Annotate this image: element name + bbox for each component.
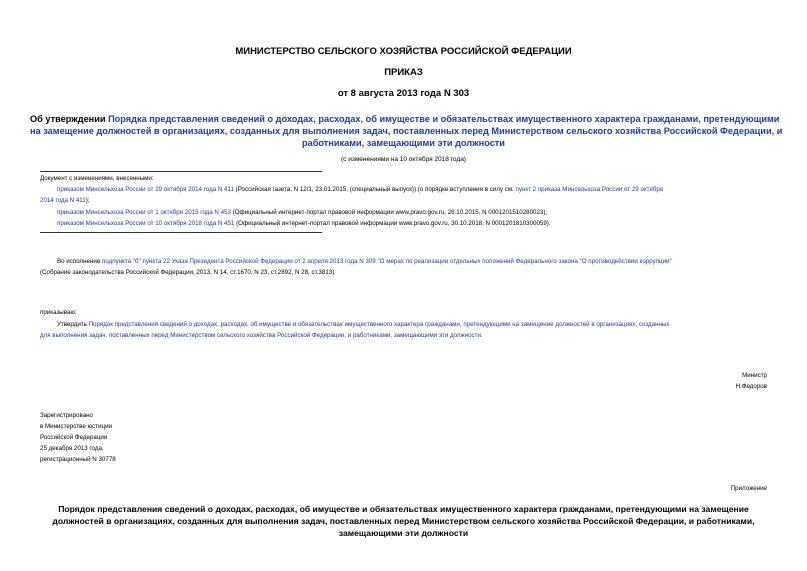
- order-paragraph-cont: [40, 330, 483, 341]
- registration-block: Зарегистрировано в Министерстве юстиции Российской Федерации 25 декабря 2013 года, регистрационный N 30778: [40, 412, 116, 463]
- divider-bottom: [40, 232, 322, 233]
- change-link-1[interactable]: приказом Минсельхоза России от 29 октября 2014 года N 411: [57, 186, 234, 193]
- appendix-title: Порядок представления сведений о доходах, расходах, об имуществе и обязательствах имущественного характера гражданами, претендующими на замещение должностей в организациях, созданных для выполнения задач, поставленных перед Министерством сельского хозяйства Российской Федерации, и работниками, замещающими эти должности: [52, 504, 755, 538]
- change-item-3: приказом Минсельхоза России от 10 октября 2018 года N 451 (Официальный интернет-портал правовой информации www.pravo.gov.ru, 30.10.2018, N 0001201810300059).: [57, 220, 551, 227]
- order-paragraph: Утвердить Порядок представления сведений о доходах, расходах, об имуществе и обязательствах имущественного характера гражданами, претендующими на замещение должностей в организациях, созданных: [57, 321, 670, 328]
- edition-note: (с изменениями на 10 октября 2018 года): [341, 156, 466, 163]
- appendix-label: Приложение: [730, 485, 767, 492]
- order-link-cont[interactable]: для выполнения задач, поставленных перед Министерством сельского хозяйства Российской Федерации, и работниками, замещающими эти должности.: [40, 332, 483, 339]
- title-link-line2[interactable]: на замещение должностей в организациях, созданных для выполнения задач, поставленных перед Министерством сельского хозяйства Российской Федерации, и: [30, 126, 783, 136]
- document-date: от 8 августа 2013 года N 303: [337, 88, 470, 99]
- title-link-line3[interactable]: работниками, замещающими эти должности: [302, 138, 505, 148]
- order-link[interactable]: Порядок представления сведений о доходах, расходах, об имуществе и обязательствах имущественного характера гражданами, претендующими на замещение должностей в организациях, созданных: [88, 321, 670, 328]
- change-link-3[interactable]: приказом Минсельхоза России от 10 октября 2018 года N 451: [57, 220, 235, 227]
- document-type: ПРИКАЗ: [384, 67, 423, 78]
- signature-name: Н.Федоров: [735, 383, 767, 390]
- change-item-1-cont: 2014 года N 411);: [40, 197, 90, 204]
- basis-paragraph: Во исполнение подпункта "б" пункта 22 Указа Президента Российской Федерации от 2 апреля 2013 года N 309 "О мерах по реализации отдельных положений Федерального закона "О противодействии коррупции": [57, 258, 672, 265]
- signature-position: Министр: [742, 372, 767, 379]
- title-link[interactable]: Порядка представления сведений о доходах, расходах, об имуществе и обязательствах имущественного характера гражданами, претендующими: [108, 114, 780, 124]
- change-link-1c[interactable]: 2014 года N 411: [40, 197, 86, 204]
- order-label: приказываю:: [40, 309, 77, 316]
- ministry-heading: МИНИСТЕРСТВО СЕЛЬСКОГО ХОЗЯЙСТВА РОССИЙСКОЙ ФЕДЕРАЦИИ: [235, 46, 572, 57]
- changes-heading: Документ с изменениями, внесенными:: [40, 175, 154, 182]
- change-item-2: приказом Минсельхоза России от 1 октября 2015 года N 453 (Официальный интернет-портал правовой информации www.pravo.gov.ru, 28.10.2015, N 0001201510280023);: [57, 209, 548, 216]
- change-link-1b[interactable]: пункт 2 приказа Минсельхоза России от 29 октября: [515, 186, 664, 193]
- basis-paragraph-cont: (Собрание законодательства Российской Федерации, 2013, N 14, ст.1670, N 23, ст.2892, N 28, ст.3813): [40, 269, 335, 276]
- divider-top: [40, 171, 322, 172]
- document-title: [30, 113, 783, 149]
- title-prefix: Об утверждении: [30, 114, 109, 124]
- change-item-1: приказом Минсельхоза России от 29 октября 2014 года N 411 (Российская газета, N 12/1, 23.01.2015, (специальный выпуск)) (о порядке вступления в силу см. пункт 2 приказа Минсельхоза России от 29 октября: [57, 186, 664, 193]
- change-link-2[interactable]: приказом Минсельхоза России от 1 октября 2015 года N 453: [57, 209, 231, 216]
- basis-link[interactable]: подпункта "б" пункта 22 Указа Президента Российской Федерации от 2 апреля 2013 года N 309 "О мерах по реализации отдельных положений Федерального закона "О противодействии коррупции": [102, 258, 672, 265]
